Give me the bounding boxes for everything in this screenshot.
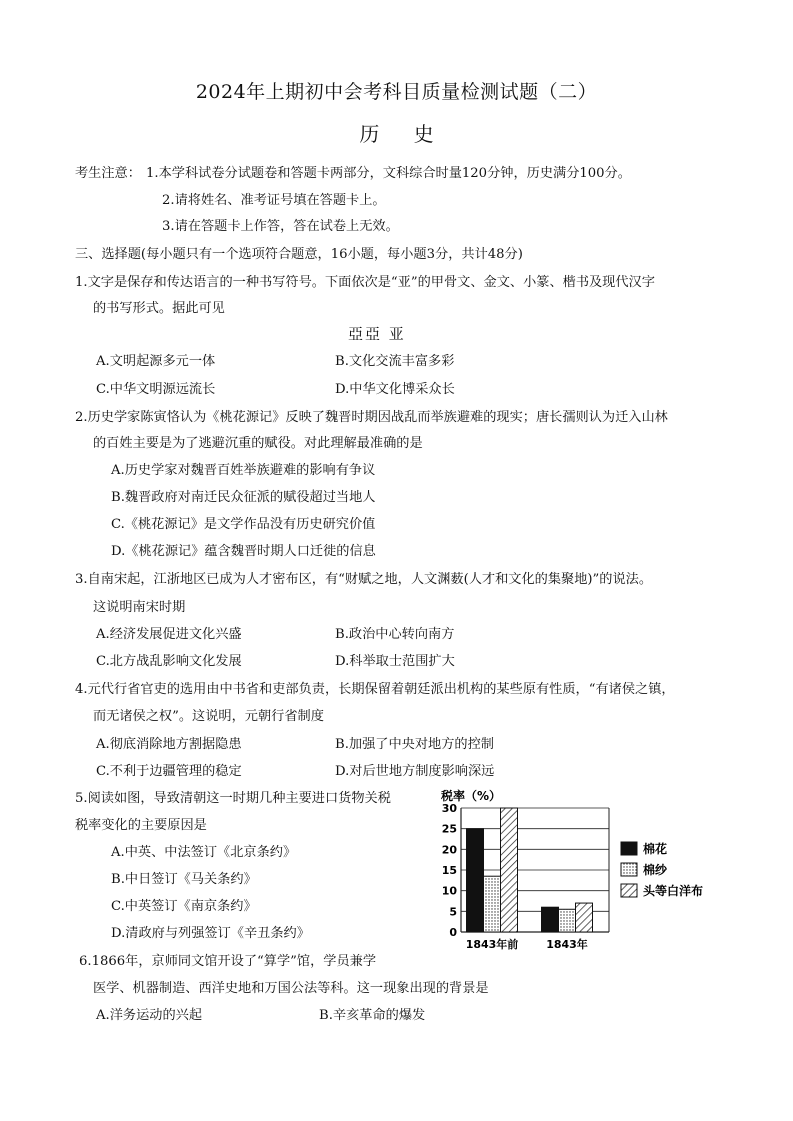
question-5-option-d: D.清政府与列强签订《辛丑条约》 — [111, 926, 310, 941]
x-tick-label: 1843年 — [546, 938, 588, 951]
question-2-option-a: A.历史学家对魏晋百姓举族避难的影响有争议 — [111, 463, 376, 478]
question-5-option-c: C.中英签订《南京条约》 — [111, 899, 257, 914]
x-tick-label: 1843年前 — [465, 938, 519, 951]
question-5-option-b: B.中日签订《马关条约》 — [111, 872, 257, 887]
tariff-chart — [425, 782, 725, 960]
y-tick-label: 10 — [441, 884, 457, 898]
question-3-stem-line-2: 这说明南宋时期 — [93, 600, 186, 615]
question-6-option-b: B.辛亥革命的爆发 — [319, 1008, 426, 1023]
notice-item-2: 2.请将姓名、准考证号填在答题卡上。 — [162, 193, 386, 208]
question-1-stem-line-1: 1.文字是保存和传达语言的一种书写符号。下面依次是“亚”的甲骨文、金文、小篆、楷书及现代汉字 — [75, 275, 655, 290]
y-tick-label: 0 — [449, 926, 457, 939]
question-4-option-b: B.加强了中央对地方的控制 — [335, 737, 494, 752]
legend-swatch — [621, 863, 637, 876]
question-6-option-a: A.洋务运动的兴起 — [96, 1008, 203, 1023]
legend-swatch — [621, 884, 637, 897]
y-tick-label: 20 — [441, 843, 457, 857]
question-5-option-a: A.中英、中法签订《北京条约》 — [111, 845, 297, 860]
question-2-option-b: B.魏晋政府对南迁民众征派的赋役超过当地人 — [111, 490, 376, 505]
notice-label: 考生注意： — [75, 166, 141, 181]
question-4-option-a: A.彻底消除地方割据隐患 — [96, 737, 242, 752]
question-4-option-d: D.对后世地方制度影响深远 — [335, 764, 495, 779]
y-tick-label: 5 — [449, 905, 457, 919]
question-2-option-c: C.《桃花源记》是文学作品没有历史研究价值 — [111, 517, 376, 532]
question-3-option-d: D.科举取士范围扩大 — [335, 654, 455, 669]
section-heading: 三、选择题(每小题只有一个选项符合题意，16小题，每小题3分，共计48分) — [75, 247, 523, 262]
subject-title: 历 史 — [359, 122, 448, 146]
question-5-stem-line-1: 5.阅读如图，导致清朝这一时期几种主要进口货物关税 — [75, 791, 391, 806]
y-tick-label: 25 — [441, 822, 457, 836]
notice-item-1: 1.本学科试卷分试题卷和答题卡两部分，文科综合时量120分钟，历史满分100分。 — [146, 166, 631, 181]
question-2-option-d: D.《桃花源记》蕴含魏晋时期人口迁徙的信息 — [111, 544, 376, 559]
question-3-stem-line-1: 3.自南宋起，江浙地区已成为人才密布区，有“财赋之地，人文渊薮(人才和文化的集聚地)”的说法。 — [75, 572, 653, 587]
legend-swatch — [621, 842, 637, 855]
legend-label: 棉花 — [643, 842, 668, 856]
chart-legend — [621, 841, 703, 898]
chart-y-axis-label: 税率（%） — [441, 789, 502, 803]
legend-label: 头等白洋布 — [643, 884, 704, 898]
question-4-option-c: C.不利于边疆管理的稳定 — [96, 764, 242, 779]
question-1-option-c: C.中华文明源远流长 — [96, 382, 216, 397]
bar-1-0 — [542, 907, 559, 932]
question-3-option-a: A.经济发展促进文化兴盛 — [96, 627, 242, 642]
exam-title: 2024年上期初中会考科目质量检测试题（二） — [195, 81, 598, 103]
y-tick-label: 15 — [441, 864, 457, 877]
notice-item-3: 3.请在答题卡上作答，答在试卷上无效。 — [162, 219, 399, 234]
character-evolution-figure: 亞亞 亚 — [348, 325, 406, 343]
question-4-stem-line-2: 而无诸侯之权”。这说明，元朝行省制度 — [93, 709, 324, 724]
y-tick-label: 30 — [441, 802, 457, 815]
bar-0-2 — [501, 808, 518, 932]
question-5-stem-line-2: 税率变化的主要原因是 — [75, 818, 207, 833]
question-1-option-b: B.文化交流丰富多彩 — [335, 354, 455, 369]
question-2-stem-line-2: 的百姓主要是为了逃避沉重的赋役。对此理解最准确的是 — [93, 436, 423, 451]
bar-1-2 — [576, 903, 593, 932]
question-2-stem-line-1: 2.历史学家陈寅恪认为《桃花源记》反映了魏晋时期因战乱而举族避难的现实；唐长孺则认为迁入山林 — [75, 410, 668, 425]
chart-y-ticks — [442, 802, 458, 939]
question-6-stem-line-2: 医学、机器制造、西洋史地和万国公法等科。这一现象出现的背景是 — [93, 981, 489, 996]
question-1-option-a: A.文明起源多元一体 — [96, 354, 216, 369]
bar-0-1 — [484, 876, 501, 932]
legend-label: 棉纱 — [643, 863, 668, 877]
question-6-stem-line-1: 6.1866年，京师同文馆开设了“算学”馆，学员兼学 — [79, 954, 377, 969]
question-3-option-c: C.北方战乱影响文化发展 — [96, 654, 242, 669]
bar-0-0 — [467, 829, 484, 932]
question-4-stem-line-1: 4.元代行省官吏的选用由中书省和吏部负责，长期保留着朝廷派出机构的某些原有性质，“有诸侯之镇， — [75, 682, 675, 697]
chart-x-ticks — [466, 937, 588, 951]
bar-1-1 — [559, 909, 576, 932]
question-1-stem-line-2: 的书写形式。据此可见 — [93, 301, 225, 316]
question-3-option-b: B.政治中心转向南方 — [335, 627, 455, 642]
question-1-option-d: D.中华文化博采众长 — [335, 382, 455, 397]
